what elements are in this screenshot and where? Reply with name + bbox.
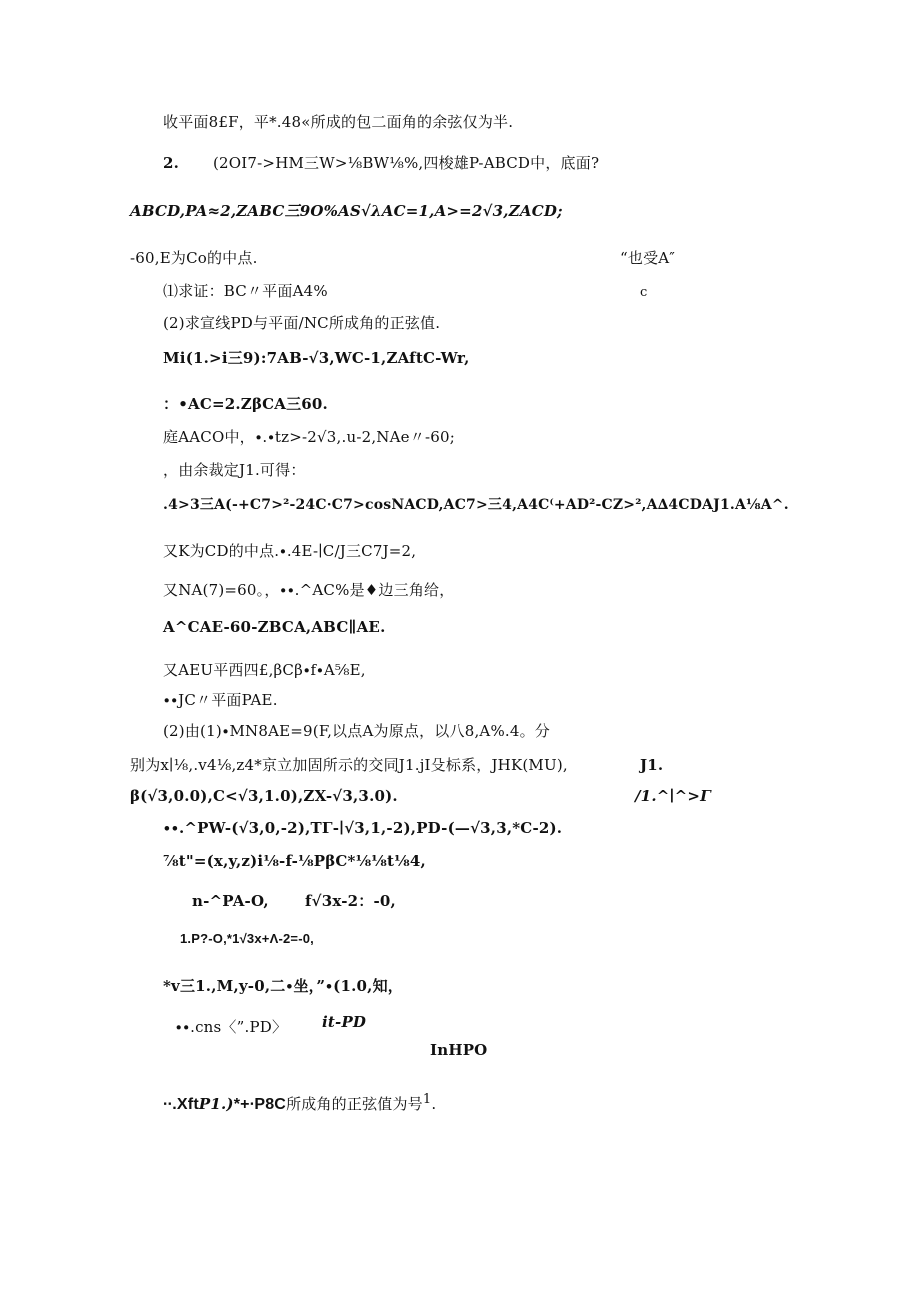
conclusion-superscript: 1	[422, 1092, 432, 1107]
solution-line-5: .4>3三A(-+C7>²-24C·C7>cosNACD,AC7>三4,A4C⁽+AD²-CZ>²,A∆4CDAJ1.A⅛A^.	[163, 497, 789, 513]
solution-line-14: ∙∙.^PW-(√3,0,-2),TΓ-∣√3,1,-2),PD-(—√3,3,*C-2).	[163, 819, 563, 837]
solution-line-16: *v三1.,M,y-0,二∙坐，”∙(1.0,知，	[163, 977, 403, 995]
solution-line-11: (2)由(1)∙MN8AE=9(F,以点A为原点，以八8,A%.4。分	[163, 722, 551, 740]
figure-label-j1: J1.	[640, 756, 664, 774]
equation-system-line-2: 1.P?-O,*1√3x+Λ-2=-0,	[180, 931, 314, 946]
solution-line-2: ：•AC=2.ZβCA三60.	[163, 395, 328, 413]
question-part-1: ⑴求证：BC〃平面A4%	[163, 282, 328, 300]
figure-caption: “也受A″	[620, 249, 676, 267]
solution-line-7: 又NA(7)=60。，∙∙.^AC%是♦边三角给，	[163, 581, 455, 599]
problem-statement-text: (2OI7->HM三W>⅛BW⅛%,四梭雄P-ABCD中，底面?	[213, 154, 600, 172]
solution-line-3: 庭AACO中，∙.∙tz>-2√3,.u-2,NAe〃-60;	[163, 428, 455, 446]
figure-label-axes: /1.^∣^>Γ	[635, 787, 711, 805]
cosine-formula-numerator: it-PD	[322, 1013, 367, 1031]
solution-line-12: 别为x∣⅛,.v4⅛,z4*京立加固所示的交同J1.jI殳标系，JHK(MU),	[130, 756, 568, 774]
problem-statement-line-3: -60,E为Co的中点.	[130, 249, 258, 267]
solution-line-15: ⅞t"=(x,y,z)i⅛-f-⅛PβC*⅛⅛t⅛4,	[163, 852, 426, 870]
cosine-formula-left: ∙∙.cns〈”.PD〉	[175, 1018, 288, 1036]
conclusion-period: .	[431, 1095, 437, 1113]
equation-system-line-1-right: f√3x-2：-0,	[305, 892, 396, 910]
solution-line-4: ，由余裁定J1.可得：	[163, 461, 306, 479]
solution-line-6: 又K为CD的中点.∙.4E-∣C/J三C7J=2,	[163, 542, 417, 560]
conclusion-line	[163, 1090, 436, 1115]
question-part-2: (2)求宣线PD与平面/NC所成角的正弦值.	[163, 314, 441, 332]
conclusion-plane: *+∙P8C	[233, 1096, 287, 1113]
solution-line-1: Mi(1.>i三9):7AB-√3,WC-1,ZAftC-Wr,	[163, 349, 470, 367]
solution-line-13: β(√3,0.0),C<√3,1.0),ZX-√3,3.0).	[130, 787, 398, 805]
problem-number: 2.	[163, 154, 180, 172]
solution-line-8: A^CAE-60-ZBCA,ABC∥AE.	[163, 618, 386, 636]
solution-line-10: ∙∙JC〃平面PAE.	[163, 691, 278, 709]
conclusion-text: 所成角的正弦值为号	[286, 1095, 423, 1113]
problem-statement-line-2: ABCD,PA≈2,ZABC三9O%AS√λAC=1,A>=2√3,ZACD;	[130, 202, 563, 220]
figure-label-c: c	[640, 285, 648, 300]
equation-system-line-1-left: n-^PA-O,	[192, 892, 269, 910]
conclusion-pd: P1.)	[198, 1095, 234, 1113]
solution-line-9: 又AEU平西四£,βCβ∙f∙A⅝E,	[163, 661, 366, 679]
text-line-1: 收平面8£F，平*.48«所成的包二面角的余弦仅为半.	[163, 113, 514, 131]
cosine-formula-denominator: InHPO	[430, 1041, 488, 1059]
problem-statement-line-1	[213, 153, 599, 173]
conclusion-prefix: ∙∙.Xft	[163, 1096, 199, 1113]
